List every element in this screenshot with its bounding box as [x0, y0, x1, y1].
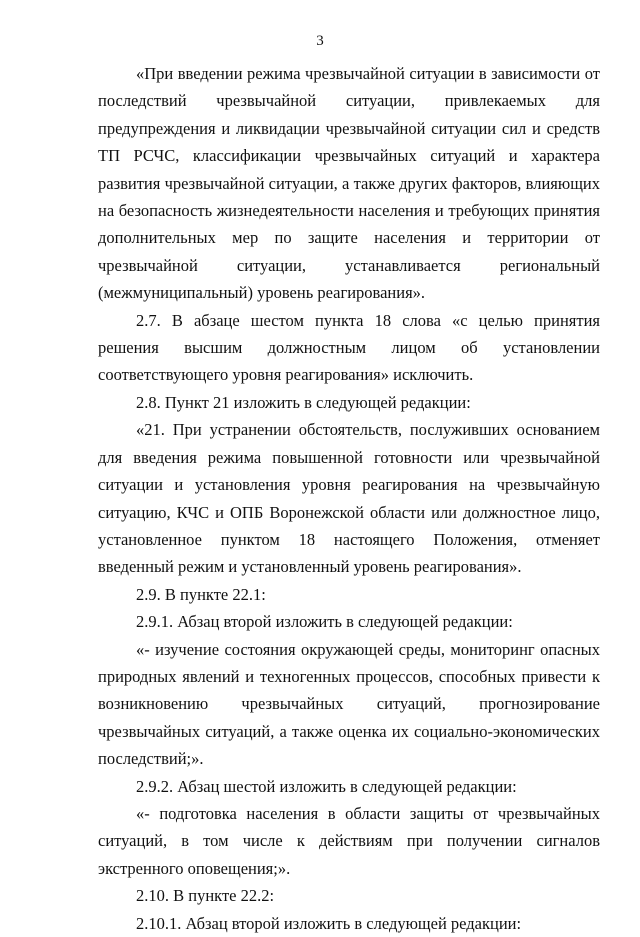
paragraph-population-training: «- подготовка населения в области защиты от чрезвычайных ситуаций, в том числе к действиям при получении сигналов экстренного оповещения;». — [98, 803, 600, 878]
paragraph-2-8: 2.8. Пункт 21 изложить в следующей редакции: — [136, 392, 471, 412]
paragraph-21: «21. При устранении обстоятельств, послуживших основанием для введения режима повышенной готовности или чрезвычайной ситуации и установления уровня реагирования на чрезвычайную ситуацию, КЧС и ОПБ Воронежской области или должностное лицо, установленное пунктом 18 настоящего Положения, отменяет введенный режим и установленный уровень реагирования». — [98, 420, 600, 577]
paragraph-2-9-1: 2.9.1. Абзац второй изложить в следующей редакции: — [136, 612, 513, 632]
paragraph-2-9: 2.9. В пункте 22.1: — [136, 584, 266, 604]
paragraph-2-7: 2.7. В абзаце шестом пункта 18 слова «с целью принятия решения высшим должностным лицом об установлении соответствующего уровня реагирования» исключить. — [98, 310, 600, 385]
paragraph-environment-study: «- изучение состояния окружающей среды, мониторинг опасных природных явлений и техногенных процессов, способных привести к возникновению чрезвычайных ситуаций, прогнозирование чрезвычайных ситуаций, а также оценка их социально-экономических последствий;». — [98, 639, 600, 769]
paragraph-2-10-1: 2.10.1. Абзац второй изложить в следующей редакции: — [136, 913, 522, 933]
document-body — [98, 60, 600, 937]
paragraph-regional-level: «При введении режима чрезвычайной ситуации в зависимости от последствий чрезвычайной ситуации, привлекаемых для предупреждения и ликвидации чрезвычайной ситуации сил и средств ТП РСЧС, классификации чрезвычайных ситуаций и характера развития чрезвычайной ситуации, а также других факторов, влияющих на безопасность жизнедеятельности населения и требующих принятия дополнительных мер по защите населения и территории от чрезвычайной ситуации, устанавливается региональный (межмуниципальный) уровень реагирования». — [98, 64, 600, 303]
page-number: 3 — [316, 33, 324, 49]
paragraph-2-10: 2.10. В пункте 22.2: — [136, 886, 275, 906]
paragraph-2-9-2: 2.9.2. Абзац шестой изложить в следующей редакции: — [136, 776, 517, 796]
